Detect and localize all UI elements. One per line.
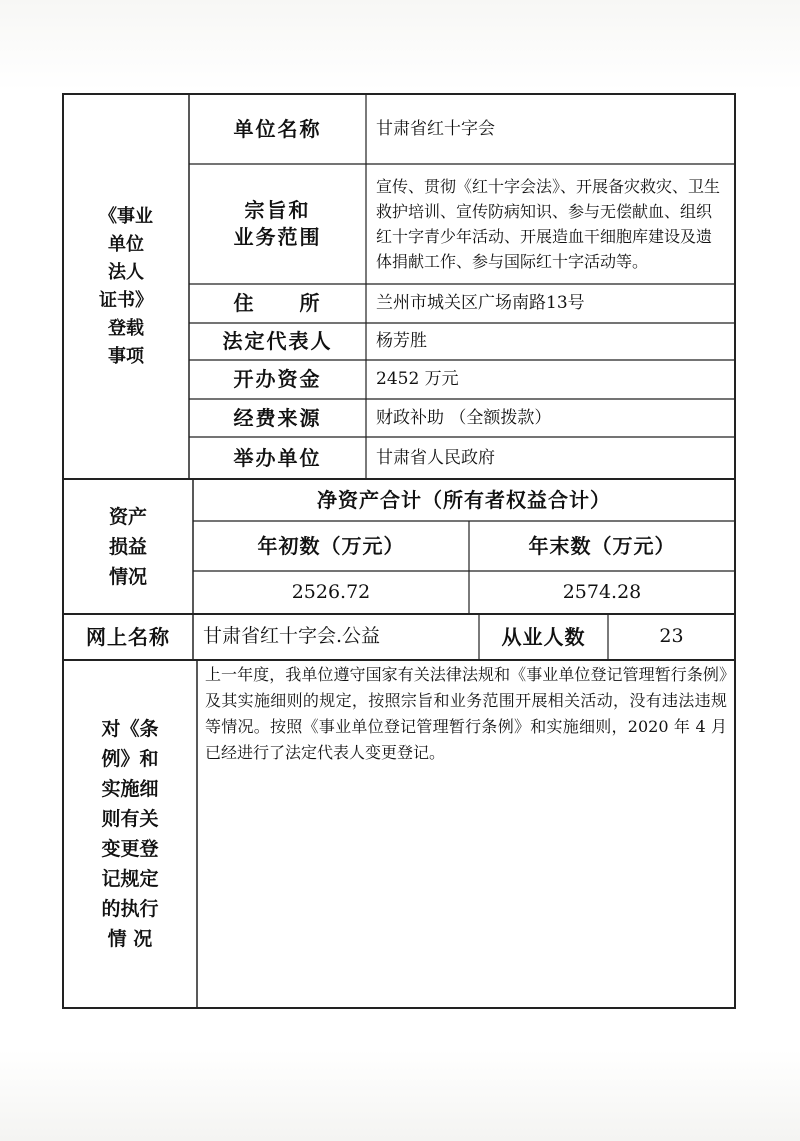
assets-section-title: 资产 损益 情况 (108, 505, 147, 588)
legal-representative-value: 杨芳胜 (376, 331, 427, 352)
certificate-section-title: 《事业 单位 法人 证书》 登载 事项 (99, 205, 153, 367)
legal-representative-label: 法定代表人 (222, 329, 333, 353)
year-end-value: 2574.28 (562, 580, 642, 603)
sponsor-unit-label: 举办单位 (233, 445, 322, 470)
start-capital-label: 开办资金 (233, 367, 322, 391)
staff-count-value: 23 (659, 625, 684, 648)
regulation-compliance-text: 上一年度，我单位遵守国家有关法律法规和《事业单位登记管理暂行条例》及其实施细则的规定，按照宗旨和业务范围开展相关活动，没有违法违规等情况。按照《事业单位登记管理暂行条例》和实施细则，2020 年 4 月已经进行了法定代表人变更登记。 (205, 665, 727, 762)
start-capital-value: 2452 万元 (376, 369, 459, 390)
unit-name-value: 甘肃省红十字会 (376, 118, 495, 139)
purpose-scope-label: 宗旨和 业务范围 (233, 198, 322, 249)
sponsor-unit-value: 甘肃省人民政府 (376, 447, 495, 468)
year-end-label: 年末数（万元） (528, 533, 676, 558)
unit-name-label: 单位名称 (233, 116, 322, 141)
net-assets-header: 净资产合计（所有者权益合计） (317, 487, 611, 512)
year-start-value: 2526.72 (291, 580, 371, 603)
purpose-scope-value: 宣传、贯彻《红十字会法》、开展备灾救灾、卫生救护培训、宣传防病知识、参与无偿献血、组织红十字青少年活动、开展造血干细胞库建设及遗体捐献工作、参与国际红十字活动等。 (376, 177, 721, 271)
funding-source-label: 经费来源 (233, 405, 322, 430)
address-value: 兰州市城关区广场南路13号 (376, 293, 585, 314)
online-name-label: 网上名称 (86, 624, 170, 649)
regulation-compliance-title: 对《条 例》和 实施细 则有关 变更登 记规定 的执行 情 况 (101, 718, 159, 950)
online-name-value: 甘肃省红十字会.公益 (203, 625, 381, 648)
funding-source-value: 财政补助 （全额拨款） (376, 407, 552, 428)
year-start-label: 年初数（万元） (257, 533, 405, 558)
address-label: 住 所 (233, 291, 322, 315)
staff-count-label: 从业人数 (501, 624, 586, 649)
